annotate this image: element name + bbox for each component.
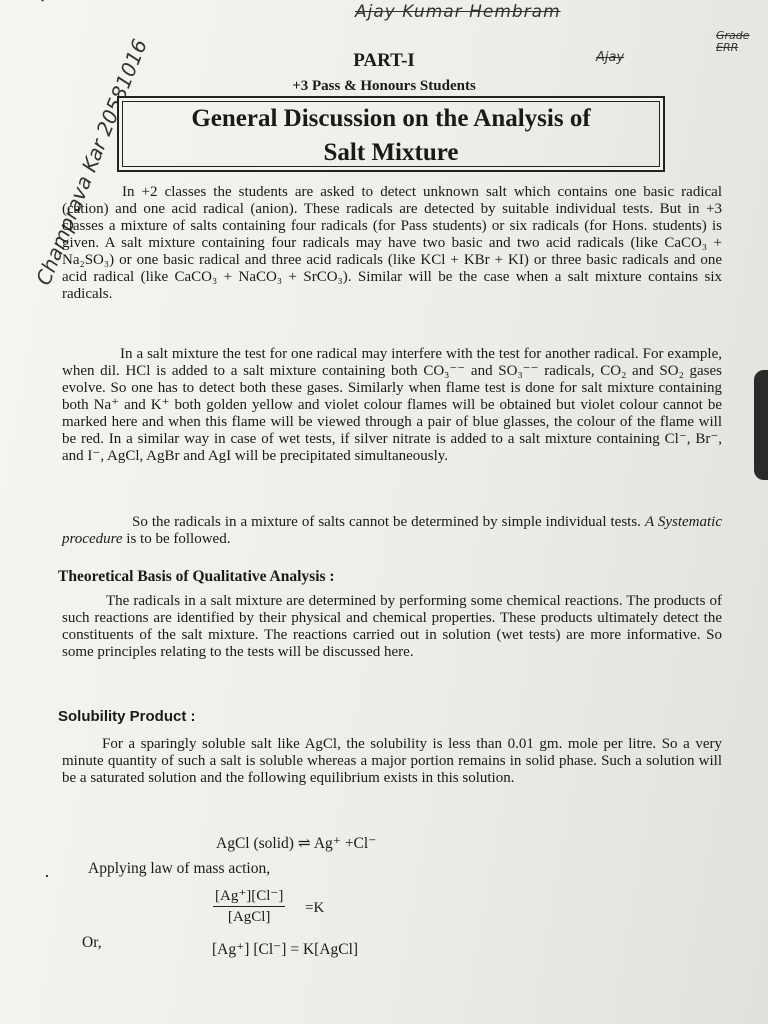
handwritten-grade: Grade ERR: [716, 29, 750, 54]
fraction-constant: =K: [305, 900, 325, 916]
fraction-denominator: [AgCl]: [227, 909, 271, 925]
section-heading-solubility: Solubility Product :: [58, 708, 196, 725]
handwritten-margin-note: Champrava Kar 20581016: [31, 35, 152, 289]
part-heading: PART-I: [353, 50, 415, 71]
equilibrium-equation: AgCl (solid) ⇌ Ag⁺ +Cl⁻: [216, 835, 377, 852]
paragraph-systematic: [62, 514, 722, 548]
handwritten-name-top: Ajay Kumar Hembram: [355, 2, 561, 22]
paragraph-interference: In a salt mixture the test for one radical may interfere with the test for another radical. For example, when dil. HCl is added to a salt mixture containing both CO₃⁻⁻ and SO₃⁻⁻ radicals, CO₂ and SO₂ gases evolve. So one has to detect both these gases. Similarly when flame test is done for salt mixture containing both Na⁺ and K⁺ both golden yellow and violet colour flames will be obtained but violet colour cannot be marked here and when this flame will be viewed through a pair of blue glasses, the colour of the flame will be red. In a similar way in case of wet tests, if silver nitrate is added to a salt mixture containing Cl⁻, Br⁻, and I⁻, AgCl, AgBr and AgI will be precipitated simultaneously.: [62, 346, 722, 464]
p3-text-b: is to be followed.: [122, 531, 231, 547]
chapter-title-line2: Salt Mixture: [323, 139, 459, 166]
students-subheading: +3 Pass & Honours Students: [292, 78, 476, 94]
equilibrium-fraction: [213, 886, 325, 926]
p3-emphasis: A Systematic procedure: [62, 514, 722, 547]
binder-edge: [754, 370, 768, 480]
paragraph-intro: In +2 classes the students are asked to detect unknown salt which contains one basic radical (cation) and one acid radical (anion). These radicals are detected by suitable individual tests. But in +3 classes a mixture of salts containing four radicals (for Pass students) or six radicals (for Hons. students) is given. A salt mixture containing four radicals may have two basic and two acid radicals (like CaCO₃ + Na₂SO₃) or one basic radical and three acid radicals (like KCl + KBr + KI) or three basic radicals and one acid radical (like CaCO₃ + NaCO₃ + SrCO₃). Similar will be the case when a salt mixture contains six radicals.: [62, 184, 722, 302]
pen-stroke: [41, 0, 77, 2]
handwritten-name-right: Ajay: [596, 50, 625, 65]
section-heading-theory: Theoretical Basis of Qualitative Analysis :: [58, 568, 335, 585]
or-label: Or,: [82, 934, 102, 951]
mass-action-label: Applying law of mass action,: [88, 860, 271, 877]
stray-mark: ·: [44, 866, 50, 886]
paragraph-solubility: For a sparingly soluble salt like AgCl, the solubility is less than 0.01 gm. mole per litre. So a very minute quantity of such a salt is soluble whereas a major portion remains in solid phase. Such a solution will be a saturated solution and the following equilibrium exists in this solution.: [62, 736, 722, 786]
chapter-title-line1: General Discussion on the Analysis of: [191, 105, 591, 132]
paragraph-theory: The radicals in a salt mixture are determined by performing some chemical reactions. The products of such reactions are identified by their physical and chemical properties. These products ultimately detect the constituents of the salt mixture. The reactions carried out in solution (wet tests) are more informative. So some principles relating to the tests will be discussed here.: [62, 593, 722, 660]
chapter-title-box: [117, 96, 665, 172]
solubility-product-equation: [Ag⁺] [Cl⁻] = K[AgCl]: [212, 941, 359, 958]
p3-text-a: So the radicals in a mixture of salts cannot be determined by simple individual tests.: [132, 514, 645, 530]
fraction-numerator: [Ag⁺][Cl⁻]: [213, 886, 285, 907]
